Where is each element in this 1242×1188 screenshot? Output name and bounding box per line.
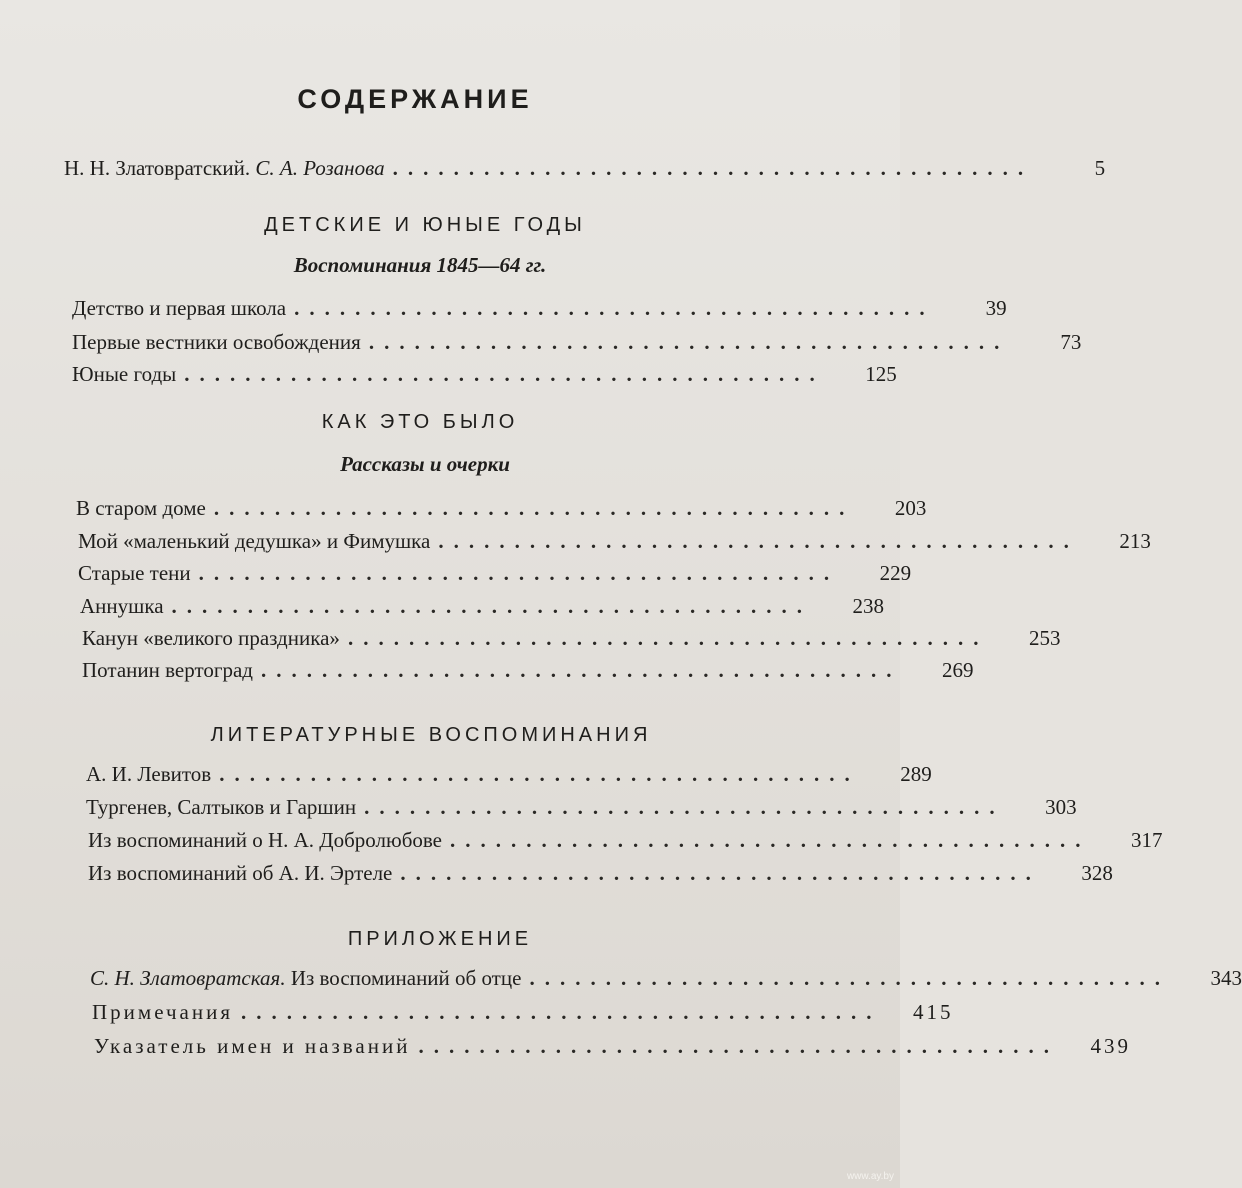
entry-title: Примечания bbox=[92, 1000, 234, 1024]
toc-entry bbox=[78, 529, 1151, 554]
entry-page: 203 bbox=[894, 496, 927, 520]
leader-dots: .......................................... bbox=[450, 828, 1091, 852]
toc-entry bbox=[86, 795, 1077, 820]
entry-author: С. Н. Златовратская. bbox=[90, 966, 286, 990]
leader-dots: .......................................... bbox=[184, 362, 825, 386]
page-title: СОДЕРЖАНИЕ bbox=[297, 84, 533, 114]
toc-entry bbox=[82, 658, 974, 683]
entry-page: 213 bbox=[1119, 529, 1151, 553]
leader-dots: .......................................... bbox=[213, 496, 855, 520]
leader-dots: .......................................... bbox=[438, 529, 1079, 553]
leader-dots: .......................................... bbox=[364, 795, 1005, 819]
entry-page: 269 bbox=[941, 658, 974, 682]
entry-page: 343 bbox=[1210, 966, 1242, 990]
leader-dots: .......................................... bbox=[294, 296, 935, 320]
toc-entry bbox=[90, 966, 1242, 991]
entry-page: 229 bbox=[879, 561, 912, 585]
leader-dots: .......................................... bbox=[368, 330, 1010, 354]
entry-title: Потанин вертоград bbox=[82, 658, 253, 682]
entry-author-by: С. А. Розанова bbox=[255, 156, 385, 180]
entry-title: Из воспоминаний о Н. А. Добролюбове bbox=[88, 828, 442, 852]
entry-page: 328 bbox=[1081, 861, 1113, 885]
entry-title: Тургенев, Салтыков и Гаршин bbox=[86, 795, 357, 819]
entry-title: Указатель имен и названий bbox=[94, 1034, 411, 1058]
section-heading: ЛИТЕРАТУРНЫЕ ВОСПОМИНАНИЯ bbox=[210, 724, 652, 746]
section-heading: ПРИЛОЖЕНИЕ bbox=[347, 928, 533, 950]
entry-title: Мой «маленький дедушка» и Фимушка bbox=[78, 529, 431, 553]
entry-author: Н. Н. Златовратский. bbox=[64, 156, 251, 180]
toc-entry bbox=[88, 828, 1163, 853]
toc-entry bbox=[92, 1000, 954, 1025]
entry-page: 238 bbox=[852, 594, 885, 618]
leader-dots: .......................................... bbox=[418, 1034, 1059, 1058]
toc-entry bbox=[72, 330, 1082, 355]
entry-title: А. И. Левитов bbox=[86, 762, 212, 786]
entry-title: Из воспоминаний об отце bbox=[290, 966, 522, 990]
entry-page: 303 bbox=[1045, 795, 1077, 819]
entry-page: 39 bbox=[985, 296, 1007, 320]
leader-dots: .......................................... bbox=[392, 156, 1034, 180]
leader-dots: .......................................... bbox=[219, 762, 860, 786]
entry-page: 415 bbox=[913, 1000, 954, 1024]
leader-dots: .......................................... bbox=[347, 626, 989, 650]
section-subtitle: Воспоминания 1845—64 гг. bbox=[293, 253, 547, 277]
toc-entry-intro bbox=[64, 156, 1106, 181]
entry-title: В старом доме bbox=[76, 496, 206, 520]
leader-dots: .......................................... bbox=[171, 594, 813, 618]
entry-page: 253 bbox=[1028, 626, 1061, 650]
entry-page: 289 bbox=[900, 762, 932, 786]
leader-dots: .......................................... bbox=[529, 966, 1170, 990]
entry-title: Юные годы bbox=[72, 362, 177, 386]
entry-title: Первые вестники освобождения bbox=[72, 330, 361, 354]
leader-dots: .......................................... bbox=[400, 861, 1041, 885]
toc-entry bbox=[78, 561, 912, 586]
leader-dots: .......................................... bbox=[241, 1000, 882, 1024]
leader-dots: .......................................... bbox=[198, 561, 840, 585]
toc-entry bbox=[94, 1034, 1131, 1059]
entry-page: 73 bbox=[1060, 330, 1082, 354]
toc-entry bbox=[72, 296, 1007, 321]
leader-dots: .......................................... bbox=[260, 658, 902, 682]
toc-entry bbox=[72, 362, 897, 387]
entry-title: Старые тени bbox=[78, 561, 191, 585]
toc-entry bbox=[80, 594, 885, 619]
toc-entry bbox=[88, 861, 1113, 886]
entry-title: Детство и первая школа bbox=[72, 296, 287, 320]
entry-title: Аннушка bbox=[80, 594, 164, 618]
toc-entry bbox=[86, 762, 932, 787]
toc-entry bbox=[76, 496, 927, 521]
entry-title: Канун «великого праздника» bbox=[82, 626, 340, 650]
section-heading: КАК ЭТО БЫЛО bbox=[321, 411, 519, 433]
entry-page: 317 bbox=[1131, 828, 1163, 852]
section-subtitle: Рассказы и очерки bbox=[340, 452, 510, 476]
entry-page: 125 bbox=[865, 362, 897, 386]
entry-page: 439 bbox=[1090, 1034, 1131, 1058]
watermark: www.ay.by bbox=[846, 1171, 894, 1182]
toc-entry bbox=[82, 626, 1061, 651]
entry-title: Из воспоминаний об А. И. Эртеле bbox=[88, 861, 393, 885]
entry-page: 5 bbox=[1094, 156, 1106, 180]
section-heading: ДЕТСКИЕ И ЮНЫЕ ГОДЫ bbox=[264, 214, 586, 236]
